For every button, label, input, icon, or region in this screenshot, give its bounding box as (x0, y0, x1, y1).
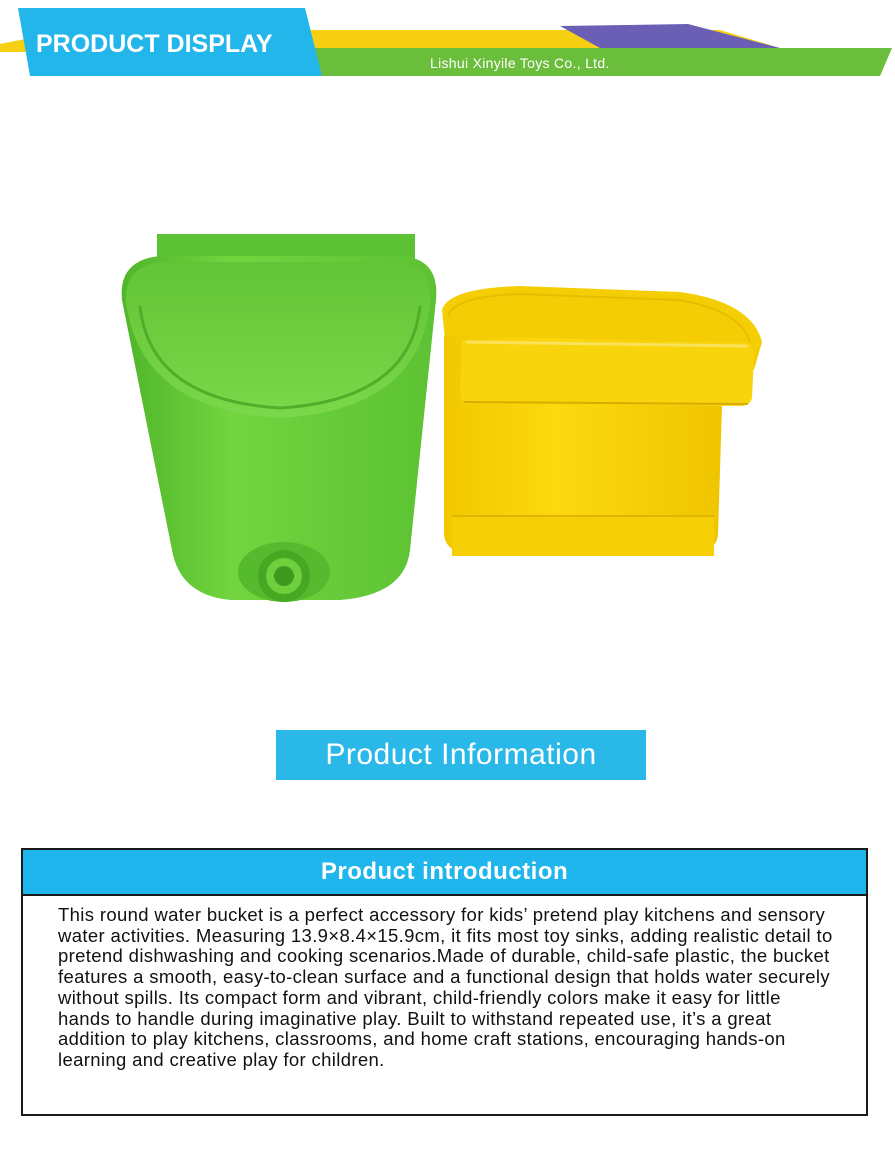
banner-title: PRODUCT DISPLAY (36, 30, 273, 58)
green-bucket (122, 234, 437, 602)
yellow-bucket (442, 286, 762, 556)
company-name: Lishui Xinyile Toys Co., Ltd. (430, 55, 610, 71)
intro-description: This round water bucket is a perfect accessory for kids’ pretend play kitchens and sensory water activities. Measuring 13.9×8.4×15.9cm, it fits most toy sinks, adding realistic detail to pretend dishwashing and cooking scenarios.Made of durable, child-safe plastic, the bucket features a smooth, easy-to-clean surface and a functional design that holds water securely without spills. Its compact form and vibrant, child-friendly colors make it easy for little hands to handle during imaginative play. Built to withstand repeated use, it’s a great addition to play kitchens, classrooms, and home craft stations, encouraging hands-on learning and creative play for children. (58, 904, 833, 1070)
intro-title: Product introduction (23, 850, 866, 896)
product-photo (0, 80, 895, 720)
product-information-button[interactable]: Product Information (276, 730, 646, 780)
product-introduction-panel (21, 848, 868, 1116)
header-banner (0, 0, 895, 80)
